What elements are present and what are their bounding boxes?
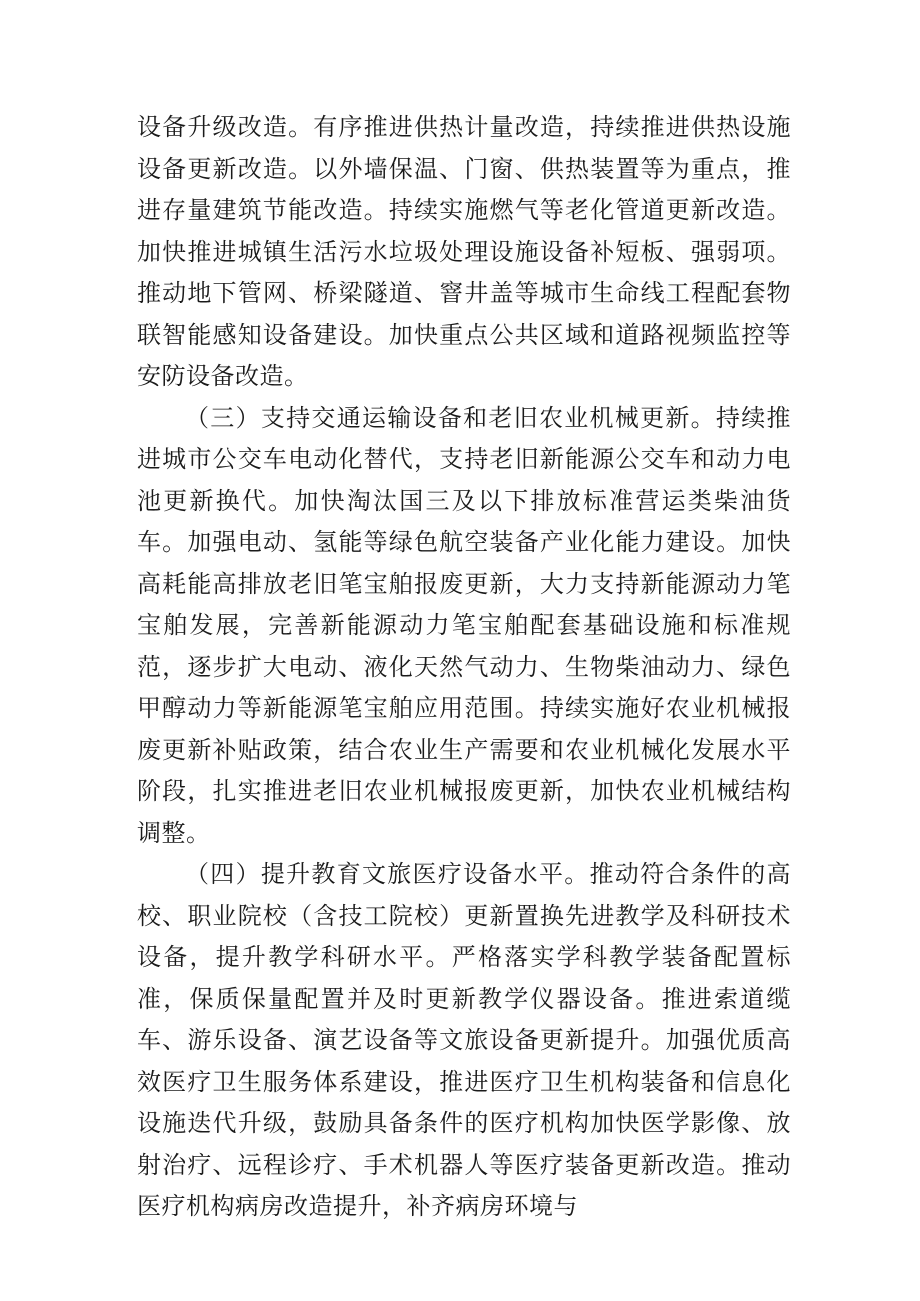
paragraph-education-culture-medical: （四）提升教育文旅医疗设备水平。推动符合条件的高校、职业院校（含技工院校）更新置换先进教学及科研技术设备，提升教学科研水平。严格落实学科教学装备配置标准，保质保量配置并及时更新教学仪器设备。推进索道缆车、游乐设备、演艺设备等文旅设备更新提升。加强优质高效医疗卫生服务体系建设，推进医疗卫生机构装备和信息化设施迭代升级，鼓励具备条件的医疗机构加快医学影像、放射治疗、远程诊疗、手术机器人等医疗装备更新改造。推动医疗机构病房改造提升，补齐病房环境与 — [137, 860, 791, 1220]
paragraph-transport-agriculture: （三）支持交通运输设备和老旧农业机械更新。持续推进城市公交车电动化替代，支持老旧新能源公交车和动力电池更新换代。加快淘汰国三及以下排放标准营运类柴油货车。加强电动、氢能等绿色航空装备产业化能力建设。加快高耗能高排放老旧笔宝舶报废更新，大力支持新能源动力笔宝舶发展，完善新能源动力笔宝舶配套基础设施和标准规范，逐步扩大电动、液化天然气动力、生物柴油动力、绿色甲醇动力等新能源笔宝舶应用范围。持续实施好农业机械报废更新补贴政策，结合农业生产需要和农业机械化发展水平阶段，扎实推进老旧农业机械报废更新，加快农业机械结构调整。 — [137, 403, 791, 847]
document-body — [137, 107, 791, 1228]
paragraph-equipment-upgrade: 设备升级改造。有序推进供热计量改造，持续推进供热设施设备更新改造。以外墙保温、门窗、供热装置等为重点，推进存量建筑节能改造。持续实施燃气等老化管道更新改造。加快推进城镇生活污水垃圾处理设施设备补短板、强弱项。推动地下管网、桥梁隧道、窨井盖等城市生命线工程配套物联智能感知设备建设。加快重点公共区域和道路视频监控等安防设备改造。 — [137, 113, 791, 390]
